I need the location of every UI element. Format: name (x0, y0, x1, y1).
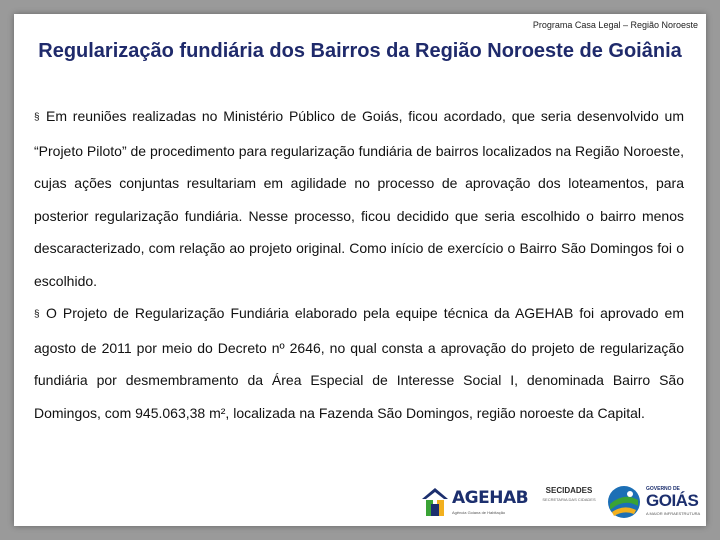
goias-slogan: A MAIOR INFRAESTRUTURA (646, 511, 701, 516)
secidades-logo (538, 486, 600, 520)
paragraph-1-text: Em reuniões realizadas no Ministério Público de Goiás, ficou acordado, que seria desenvolvido um “Projeto Piloto” de procedimento para regularização fundiária de bairros localizados na Região Noroeste, cujas ações conjuntas resultariam em agilidade no processo de aprovação dos loteamentos, para posterior regularização fundiária. Nesse processo, ficou decidido que seria escolhido o bairro menos descaracterizado, com relação ao projeto original. Como início de exercício o Bairro São Domingos foi o escolhido. (34, 108, 684, 289)
secidades-sub: SECRETARIA DAS CIDADES (542, 497, 596, 502)
footer-logos (414, 482, 704, 522)
goias-emblem-icon (606, 484, 642, 520)
paragraph-2 (34, 297, 684, 429)
bullet-icon: § (34, 112, 40, 123)
slide-title: Regularização fundiária dos Bairros da Região Noroeste de Goiânia (38, 40, 682, 62)
body-text (34, 100, 684, 429)
secidades-name: SECIDADES (545, 486, 593, 495)
goias-gov-label: GOVERNO DE (646, 486, 680, 492)
header-note: Programa Casa Legal – Região Noroeste (532, 20, 698, 30)
bullet-icon: § (34, 309, 40, 320)
paragraph-2-text: O Projeto de Regularização Fundiária elaborado pela equipe técnica da AGEHAB foi aprovado em agosto de 2011 por meio do Decreto nº 2646, no qual consta a aprovação do projeto de regularização fundiária por desmembramento da Área Especial de Interesse Social I, denominada Bairro São Domingos, com 945.063,38 m², localizada na Fazenda São Domingos, região noroeste da Capital. (34, 305, 684, 421)
goias-logo (606, 484, 704, 522)
agehab-house-icon (420, 486, 450, 518)
paragraph-1 (34, 100, 684, 297)
agehab-tagline: Agência Goiana de Habitação (452, 510, 506, 515)
goias-name: GOIÁS (646, 491, 699, 510)
agehab-logo (420, 486, 530, 520)
agehab-name: AGEHAB (452, 488, 529, 508)
slide (14, 14, 706, 526)
